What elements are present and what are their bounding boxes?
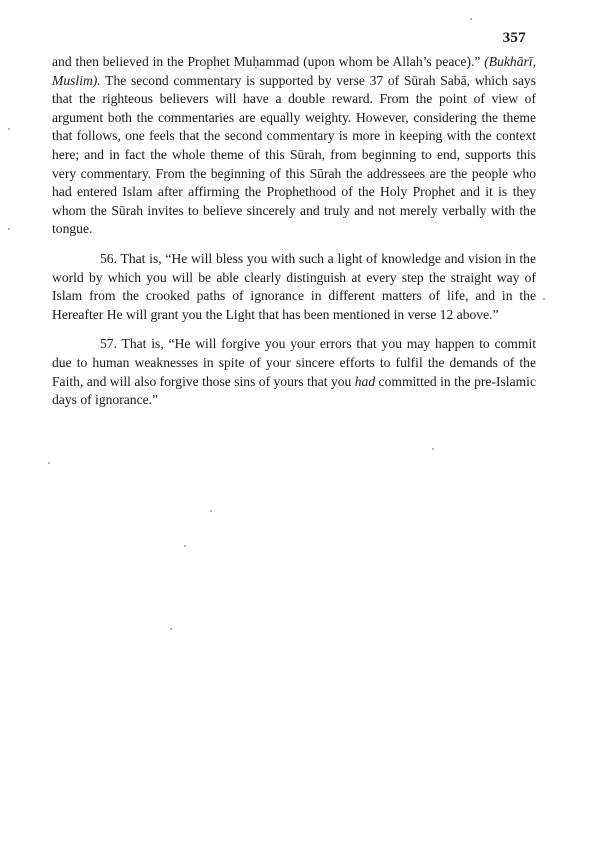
text-run: 56. That is, “He will bless you with such a light of knowledge and vision in the world by which you will be able clearly distinguish at every step the straight way of Islam from the crooked paths of ignorance in different matters of life, and in the Hereafter He will grant you the Light that has been mentioned in verse 12 above.” — [52, 250, 536, 322]
body-text — [52, 53, 536, 410]
emphasis-had: had — [354, 373, 376, 389]
footnote-57 — [52, 335, 536, 409]
scan-speck — [48, 462, 50, 464]
scan-speck — [8, 228, 10, 230]
text-run: The second commentary is supported by verse 37 of Sūrah Sabā, which says that the righteous believers will have a double reward. From the point of view of argument both the commentaries are equally weighty. However, considering the theme that follows, one feels that the second commentary is more in keeping with the context here; and in fact the whole theme of this Sūrah, from beginning to end, supports this very commentary. From the beginning of this Sūrah the addressees are the people who had entered Islam after affirming the Prophethood of the Holy Prophet and it is they whom the Sūrah invites to believe sincerely and truly and not merely verbally with the tongue. — [52, 72, 536, 237]
text-run: and then believed in the Prophet Muḥammad (upon whom be Allah’s peace).” — [52, 54, 485, 69]
text-run: 57. That is, “He will forgive you your errors that you may happen to commit due to human weaknesses in spite of your sincere efforts to fulfil the demands of the Faith, and will also forgive those sins of yours that you — [52, 336, 536, 389]
text-run: committed in the pre-Islamic days of ignorance.” — [52, 373, 536, 408]
footnote-56 — [52, 250, 536, 324]
citation-bukhari-muslim: (Bukhārī, Muslim). — [52, 54, 536, 88]
scan-speck — [543, 298, 545, 300]
scan-speck — [170, 628, 172, 630]
page-number: 357 — [502, 30, 526, 46]
scan-speck — [184, 545, 186, 547]
scan-speck — [210, 510, 212, 512]
scan-speck — [432, 448, 434, 450]
scan-speck — [470, 18, 472, 20]
paragraph-continuation — [52, 53, 536, 239]
scan-speck — [8, 128, 10, 130]
